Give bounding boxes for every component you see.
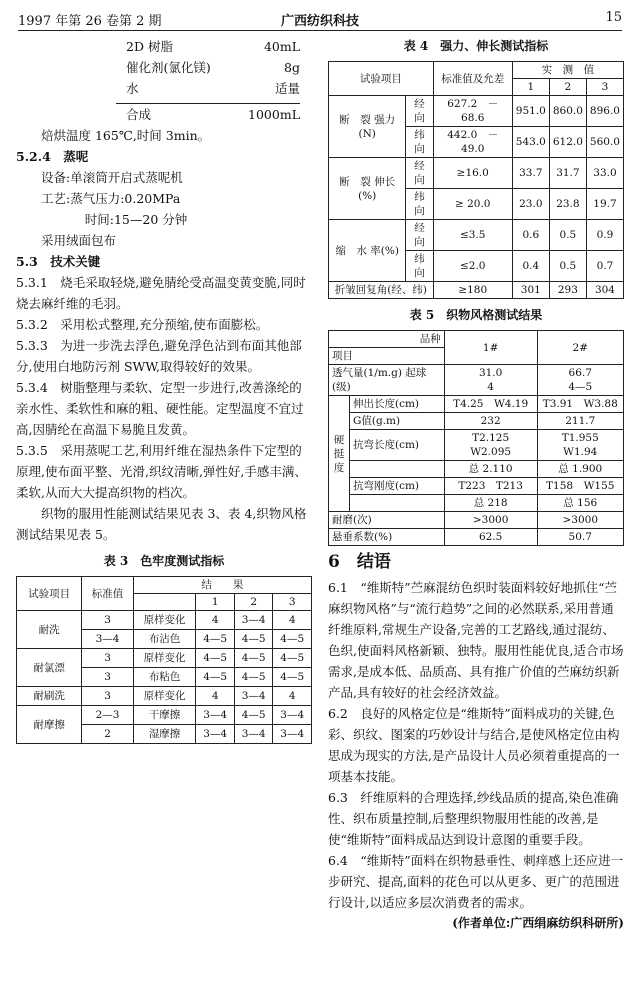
recipe-item-value: 适量 <box>274 81 300 96</box>
table-row <box>17 611 312 630</box>
t5-row-name: 耐磨(次) <box>329 512 445 529</box>
t5-r1-a <box>444 365 537 396</box>
t3-cell: 3—4 <box>234 725 273 744</box>
t5-cell: T4.25 W4.19 <box>444 396 537 413</box>
t5-cell: T3.91 W3.88 <box>537 396 624 413</box>
t5-cell: T223 T213 <box>444 478 537 495</box>
t3-cell: 4 <box>273 611 312 630</box>
t4-last-std: ≥180 <box>433 282 512 299</box>
t3-col-header: 1 <box>196 594 235 611</box>
t3-cell: 4—5 <box>196 630 235 649</box>
s524-line4: 采用绒面包布 <box>41 233 117 248</box>
t3-h-std: 标准值 <box>82 577 133 611</box>
table-row <box>329 430 624 461</box>
t3-item: 耐洗 <box>17 611 82 649</box>
table-row <box>329 220 624 251</box>
recipe-total <box>16 104 312 125</box>
t4-cell: 0.4 <box>512 251 549 282</box>
section-5-3-1: 5.3.1 烧毛采取轻烧,避免腈纶受高温变黄变脆,同时烧去麻纤维的毛羽。 <box>16 275 306 311</box>
recipe-item <box>16 36 312 57</box>
t4-cell: 0.5 <box>549 220 586 251</box>
t3-subitem: 干摩擦 <box>133 706 196 725</box>
t5-h-kind: 品种 <box>329 331 445 348</box>
t4-dir: 经向 <box>406 158 433 189</box>
right-column <box>328 36 624 934</box>
t3-subitem: 原样变化 <box>133 687 196 706</box>
recipe-list <box>16 36 312 99</box>
t5-r1-b1: 66.7 <box>568 367 592 379</box>
running-header <box>18 8 622 31</box>
table5-caption: 表 5 织物风格测试结果 <box>409 308 543 322</box>
t4-cell: 896.0 <box>586 96 623 127</box>
t5-r1-label: 透气量(1/m.g) 起球(级) <box>329 365 445 396</box>
t5-cell: 211.7 <box>537 413 624 430</box>
t3-cell: 4 <box>196 687 235 706</box>
t3-item: 耐刷洗 <box>17 687 82 706</box>
section-5-3-4: 5.3.4 树脂整理与柔软、定型一步进行,改善涤纶的亲水性、柔软性和麻的粗、硬性能。定型温度不宜过高,因腈纶在高温下易脆且发黄。 <box>16 380 304 437</box>
t4-h-res: 实 测 值 <box>512 62 623 79</box>
table-row <box>329 495 624 512</box>
recipe-total-value: 1000mL <box>248 107 300 122</box>
t5-cell: >3000 <box>537 512 624 529</box>
t5-cell: 总 2.110 <box>444 461 537 478</box>
section-6-3: 6.3 纤维原料的合理选择,纱线品质的提高,染色准确性、织布质量控制,后整理织物服用性能的改善,是使“维斯特”面料成品达到设计意图的重要手段。 <box>328 790 619 847</box>
t5-col1: 1# <box>444 331 537 365</box>
t5-cell: T158 W155 <box>537 478 624 495</box>
table-row <box>329 282 624 299</box>
t4-h-std: 标准值及允差 <box>433 62 512 96</box>
t4-h-item: 试验项目 <box>329 62 434 96</box>
recipe-total-name: 合成 <box>126 107 152 122</box>
t4-std: ≥ 20.0 <box>433 189 512 220</box>
t4-cell: 543.0 <box>512 127 549 158</box>
table-row <box>17 706 312 725</box>
table-row <box>329 478 624 495</box>
table-row <box>329 413 624 430</box>
t3-col-header: 2 <box>234 594 273 611</box>
t4-cell: 293 <box>549 282 586 299</box>
section-5-3-2: 5.3.2 采用松式整理,充分预缩,使布面膨松。 <box>16 317 269 332</box>
section-6-2: 6.2 良好的风格定位是“维斯特”面料成功的关键,色彩、织纹、图案的巧妙设计与结合,是使风格定位由构思成为现实的方法,是产品设计人员必须着重提高的一项基本技能。 <box>328 706 620 784</box>
table-row <box>329 158 624 189</box>
table-row <box>329 461 624 478</box>
t4-dir: 经向 <box>406 96 433 127</box>
t5-r1-b2: 4—5 <box>568 381 593 393</box>
t4-last-item: 折皱回复角(经、纬) <box>329 282 434 299</box>
t3-h-res: 结 果 <box>133 577 311 594</box>
t5-stiff-name <box>350 495 445 512</box>
t5-stiff-name: 伸出长度(cm) <box>350 396 445 413</box>
t3-std: 3—4 <box>82 630 133 649</box>
t5-stiff-name: 抗弯刚度(cm) <box>350 478 445 495</box>
t3-cell: 4—5 <box>273 668 312 687</box>
t3-subitem: 原样变化 <box>133 611 196 630</box>
t4-std: 627.2 －68.6 <box>433 96 512 127</box>
t5-r1-a2: 4 <box>487 381 494 393</box>
t5-r1-a1: 31.0 <box>478 367 503 379</box>
t4-cell: 951.0 <box>512 96 549 127</box>
t5-stiff-name: G值(g.m) <box>350 413 445 430</box>
t5-cell: 232 <box>444 413 537 430</box>
t5-cell: T2.125 W2.095 <box>444 430 537 461</box>
t4-col-header: 2 <box>549 79 586 96</box>
recipe-item-name: 2D 树脂 <box>126 39 173 54</box>
t4-col-header: 1 <box>512 79 549 96</box>
recipe-item-name: 催化剂(氯化镁) <box>126 60 211 75</box>
t3-cell: 4—5 <box>234 649 273 668</box>
table4 <box>328 61 624 299</box>
table-row <box>329 396 624 413</box>
t3-cell: 3—4 <box>234 611 273 630</box>
t5-cell: 总 1.900 <box>537 461 624 478</box>
t4-std: ≤2.0 <box>433 251 512 282</box>
s524-line2: 工艺:蒸气压力:0.20MPa <box>41 191 181 206</box>
t3-cell: 3—4 <box>273 706 312 725</box>
table-row <box>17 649 312 668</box>
section-6-4: 6.4 “维斯特”面料在织物悬垂性、刺痒感上还应进一步研究、提高,面料的花色可以从更多、更广的范围进行设计,以适应多层次消费者的需求。 <box>328 853 624 910</box>
recipe-item-value: 40mL <box>263 39 300 54</box>
t3-cell: 4—5 <box>273 630 312 649</box>
section-5-3-3: 5.3.3 为进一步洗去浮色,避免浮色沾到布面其他部分,使用白地防污剂 SWW,取得较好的效果。 <box>16 338 302 374</box>
t4-cell: 304 <box>586 282 623 299</box>
t5-cell: 总 156 <box>537 495 624 512</box>
journal-title: 广西纺织科技 <box>280 14 359 29</box>
recipe-item-name: 水 <box>126 81 139 96</box>
t3-subitem: 原样变化 <box>133 649 196 668</box>
t5-stiff-name <box>350 461 445 478</box>
author-affiliation: (作者单位:广西绢麻纺织科研所) <box>452 916 624 930</box>
t4-col-header: 3 <box>586 79 623 96</box>
t5-r1-b <box>537 365 624 396</box>
t5-col2: 2# <box>537 331 624 365</box>
t5-h-item: 项目 <box>329 348 445 365</box>
t3-cell: 3—4 <box>273 725 312 744</box>
t3-cell: 4—5 <box>234 706 273 725</box>
t5-row-name: 悬垂系数(%) <box>329 529 445 546</box>
t4-dir: 纬向 <box>406 127 433 158</box>
issue-info: 1997 年第 26 卷第 2 期 <box>18 14 162 29</box>
s524-line3: 时间:15—20 分钟 <box>84 212 188 227</box>
t4-cell: 0.6 <box>512 220 549 251</box>
t5-cell: 总 218 <box>444 495 537 512</box>
t4-item: 断 裂 伸长(%) <box>329 158 406 220</box>
t4-cell: 0.5 <box>549 251 586 282</box>
t4-cell: 31.7 <box>549 158 586 189</box>
t4-item: 断 裂 强力(N) <box>329 96 406 158</box>
t4-cell: 0.7 <box>586 251 623 282</box>
t3-std: 3 <box>82 649 133 668</box>
t3-subitem: 布沾色 <box>133 630 196 649</box>
t3-cell: 4 <box>196 611 235 630</box>
t4-dir: 经向 <box>406 220 433 251</box>
t5-cell: >3000 <box>444 512 537 529</box>
t5-stiff-label: 硬 挺 度 <box>329 396 350 512</box>
t3-cell: 4—5 <box>196 649 235 668</box>
table3 <box>16 576 312 744</box>
t4-cell: 560.0 <box>586 127 623 158</box>
t3-col-header: 3 <box>273 594 312 611</box>
section-5-3: 5.3 技术关键 <box>16 254 101 269</box>
table-reference: 织物的服用性能测试结果见表 3、表 4,织物风格测试结果见表 5。 <box>16 506 307 542</box>
t3-h-item: 试验项目 <box>17 577 82 611</box>
section-6-heading: 6 结语 <box>328 552 391 572</box>
recipe-item <box>16 57 312 78</box>
left-column <box>16 36 312 744</box>
section-6-1: 6.1 “维斯特”苎麻混纺色织时装面料较好地抓住“苎麻织物风格”与“流行趋势”之间的必然联系,采用普通纤维原料,常规生产设备,完善的工艺路线,通过混纺、色织,使面料风格新颖、独特。服用性能优良,适合市场需求,是成本低、品质高、具有推广价值的苎麻纺织新产品,具有较好的社会经济效益。 <box>328 580 624 700</box>
t4-cell: 23.0 <box>512 189 549 220</box>
t3-std: 3 <box>82 668 133 687</box>
table4-caption: 表 4 强力、伸长测试指标 <box>403 39 549 53</box>
section-5-2-4: 5.2.4 蒸呢 <box>16 149 89 164</box>
t4-item: 缩 水 率(%) <box>329 220 406 282</box>
table-row <box>329 96 624 127</box>
t3-cell: 3—4 <box>196 725 235 744</box>
t4-cell: 860.0 <box>549 96 586 127</box>
t3-cell: 4—5 <box>234 668 273 687</box>
t3-std: 3 <box>82 611 133 630</box>
t4-dir: 纬向 <box>406 189 433 220</box>
page-number: 15 <box>605 10 622 25</box>
t5-cell: 50.7 <box>537 529 624 546</box>
t3-cell: 4—5 <box>234 630 273 649</box>
t4-cell: 33.0 <box>586 158 623 189</box>
table5 <box>328 330 624 546</box>
t3-item: 耐摩擦 <box>17 706 82 744</box>
t4-dir: 纬向 <box>406 251 433 282</box>
t3-std: 2—3 <box>82 706 133 725</box>
t3-blank <box>133 594 196 611</box>
t4-cell: 612.0 <box>549 127 586 158</box>
recipe-item <box>16 78 312 99</box>
t3-cell: 3—4 <box>196 706 235 725</box>
t4-cell: 19.7 <box>586 189 623 220</box>
section-5-3-5: 5.3.5 采用蒸呢工艺,利用纤维在湿热条件下定型的原理,使布面平整、光滑,织纹清晰,弹性好,手感丰满、柔软,从而大大提高织物的档次。 <box>16 443 307 500</box>
table-row <box>329 529 624 546</box>
t5-cell: 62.5 <box>444 529 537 546</box>
t4-cell: 33.7 <box>512 158 549 189</box>
t3-std: 2 <box>82 725 133 744</box>
t3-cell: 4—5 <box>196 668 235 687</box>
t4-std: ≥16.0 <box>433 158 512 189</box>
table-row <box>329 512 624 529</box>
table-row <box>17 687 312 706</box>
t4-std: ≤3.5 <box>433 220 512 251</box>
t5-cell: T1.955 W1.94 <box>537 430 624 461</box>
t4-cell: 0.9 <box>586 220 623 251</box>
t4-std: 442.0 －49.0 <box>433 127 512 158</box>
t3-cell: 4—5 <box>273 649 312 668</box>
t3-cell: 4 <box>273 687 312 706</box>
t3-item: 耐氯漂 <box>17 649 82 687</box>
t3-std: 3 <box>82 687 133 706</box>
t5-stiff-name: 抗弯长度(cm) <box>350 430 445 461</box>
t3-cell: 3—4 <box>234 687 273 706</box>
s524-line1: 设备:单滚筒开启式蒸呢机 <box>41 170 183 185</box>
t4-cell: 301 <box>512 282 549 299</box>
bake-condition: 焙烘温度 165℃,时间 3min。 <box>41 128 211 143</box>
t3-subitem: 湿摩擦 <box>133 725 196 744</box>
recipe-item-value: 8g <box>284 60 300 75</box>
t3-subitem: 布粘色 <box>133 668 196 687</box>
table3-caption: 表 3 色牢度测试指标 <box>103 554 225 568</box>
t4-cell: 23.8 <box>549 189 586 220</box>
